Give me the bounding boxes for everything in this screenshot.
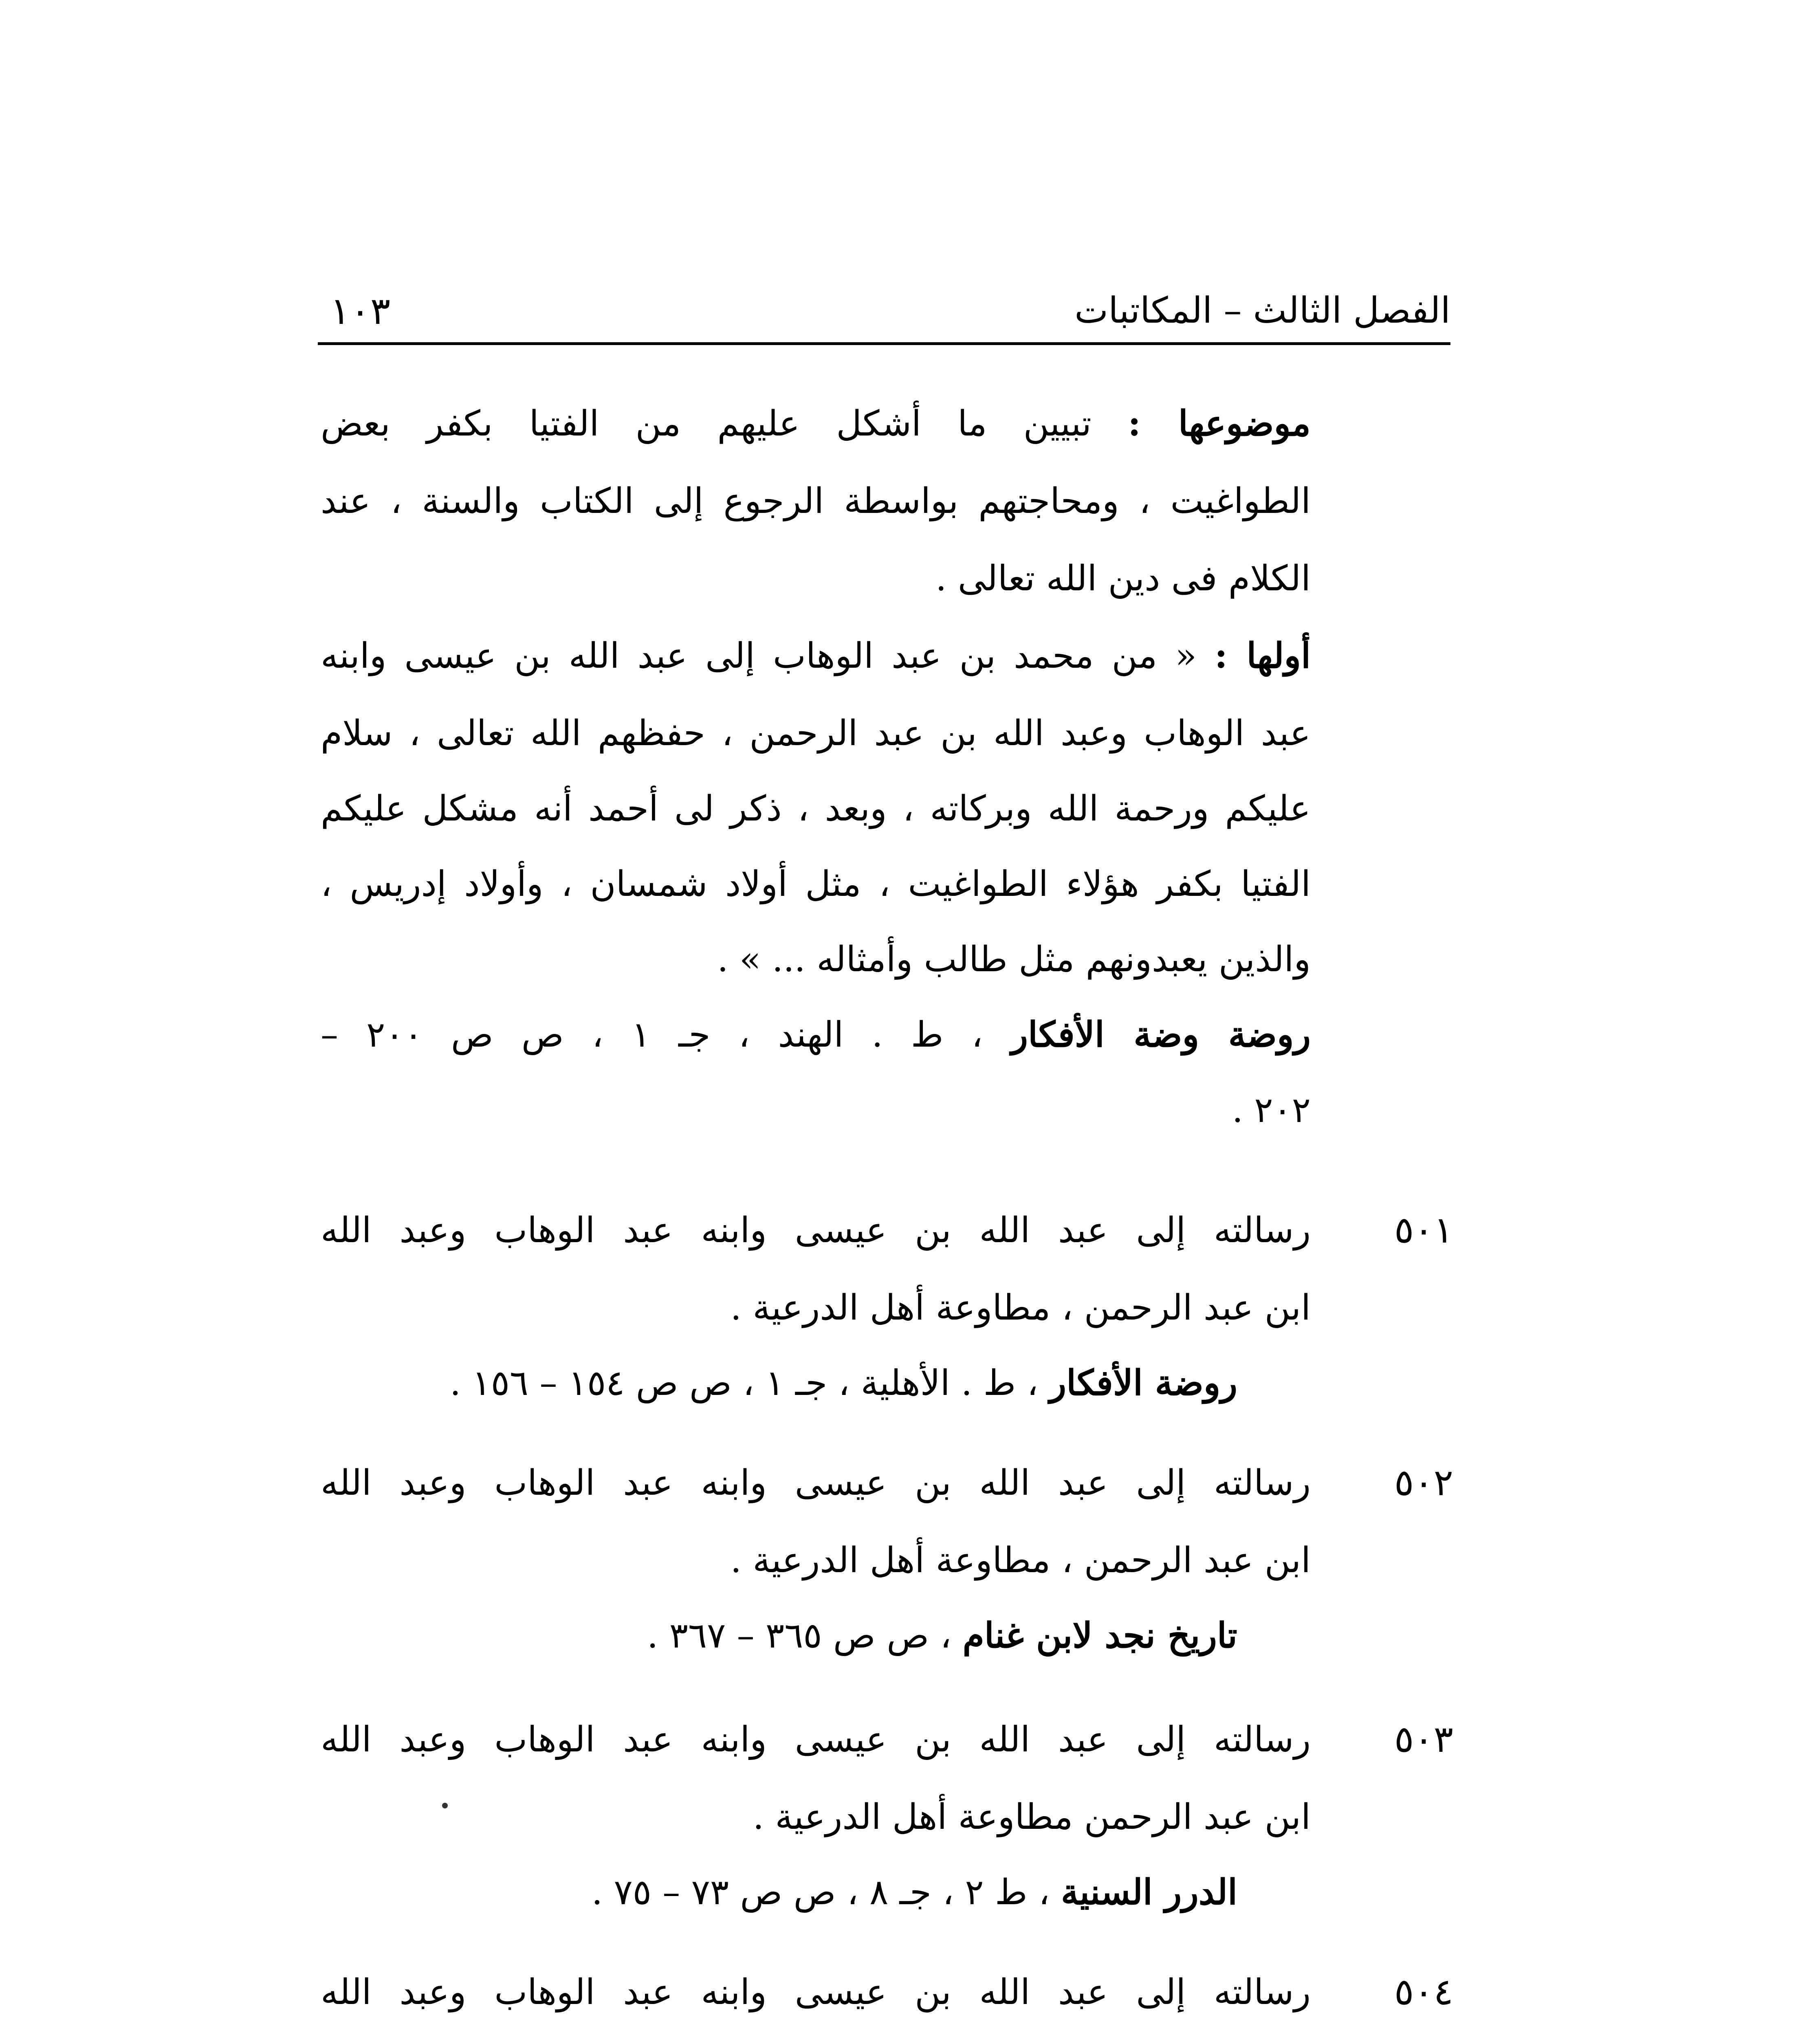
entry-line-2 bbox=[321, 2029, 1311, 2037]
entry-line-2: ابن عبد الرحمن ، مطاوعة أهل الدرعية . bbox=[730, 1540, 1311, 1581]
opening-line-3: عليكم ورحمة الله وبركاته ، وبعد ، ذكر لى أحمد أنه مشكل عليكم bbox=[321, 788, 1311, 829]
entry-source bbox=[321, 1342, 1237, 1424]
intro-source-line bbox=[321, 994, 1311, 1076]
stray-ink-dot bbox=[442, 1803, 448, 1808]
topic-line-1 bbox=[321, 383, 1311, 464]
entry-line-2: ابن عبد الرحمن مطاوعة أهل الدرعية . bbox=[753, 1797, 1311, 1837]
entry-source bbox=[321, 1595, 1237, 1676]
entry-number: ٥٠٤ bbox=[1394, 1971, 1453, 2013]
opening-label: أولها : bbox=[1215, 635, 1311, 676]
entry-line-1: رسالته إلى عبد الله بن عيسى وابنه عبد الوهاب وعبد الله bbox=[321, 1972, 1311, 2013]
topic-line-2: الطواغيت ، ومحاجتهم بواسطة الرجوع إلى الكتاب والسنة ، عند bbox=[321, 481, 1311, 521]
entry-source-rest: ، ص ص ٣٦٥ – ٣٦٧ . bbox=[647, 1615, 952, 1656]
entry-source bbox=[321, 1852, 1237, 1933]
topic-label: موضوعها : bbox=[1128, 403, 1311, 444]
entry-line-1: رسالته إلى عبد الله بن عيسى وابنه عبد الوهاب وعبد الله bbox=[321, 1719, 1311, 1760]
intro-source-title: روضة وضة الأفكار bbox=[1011, 1014, 1311, 1055]
entry-number: ٥٠١ bbox=[1394, 1209, 1453, 1252]
entry-source-rest: ، ط ٢ ، جـ ٨ ، ص ص ٧٣ – ٧٥ . bbox=[591, 1872, 1050, 1913]
topic-line-3: الكلام فى دين الله تعالى . bbox=[935, 558, 1311, 599]
topic-text: تبيين ما أشكل عليهم من الفتيا بكفر بعض bbox=[321, 403, 1092, 444]
entry-source-title: تاريخ نجد لابن غنام bbox=[962, 1615, 1237, 1656]
entry-line-2: ابن عبد الرحمن ، مطاوعة أهل الدرعية . bbox=[730, 1287, 1311, 1328]
opening-line-5: والذين يعبدونهم مثل طالب وأمثاله ... » . bbox=[717, 939, 1311, 980]
entry-source-title: روضة الأفكار bbox=[1049, 1362, 1237, 1403]
opening-line-2: عبد الوهاب وعبد الله بن عبد الرحمن ، حفظهم الله تعالى ، سلام bbox=[321, 713, 1311, 754]
entry-source-rest: ، ط . الأهلية ، جـ ١ ، ص ص ١٥٤ – ١٥٦ . bbox=[449, 1363, 1039, 1403]
running-header bbox=[318, 285, 1450, 345]
opening-text: « من محمد بن عبد الوهاب إلى عبد الله بن عيسى وابنه bbox=[321, 636, 1197, 676]
intro-source-rest: ، ط . الهند ، جـ ١ ، ص ص ٢٠٠ – bbox=[321, 1014, 983, 1055]
entry-source-title: الدرر السنية bbox=[1061, 1872, 1237, 1913]
intro-source-cont: ٢٠٢ . bbox=[1232, 1090, 1311, 1131]
entry-line-1: رسالته إلى عبد الله بن عيسى وابنه عبد الوهاب وعبد الله bbox=[321, 1463, 1311, 1503]
entry-line-1: رسالته إلى عبد الله بن عيسى وابنه عبد الوهاب وعبد الله bbox=[321, 1210, 1311, 1251]
page-number: ١٠٣ bbox=[330, 289, 391, 333]
opening-line-4: الفتيا بكفر هؤلاء الطواغيت ، مثل أولاد شمسان ، وأولاد إدريس ، bbox=[321, 864, 1311, 904]
opening-line-1 bbox=[321, 615, 1311, 697]
chapter-title: الفصل الثالث – المكاتبات bbox=[1074, 289, 1450, 331]
entry-number: ٥٠٢ bbox=[1394, 1461, 1453, 1504]
entry-number: ٥٠٣ bbox=[1394, 1718, 1453, 1761]
